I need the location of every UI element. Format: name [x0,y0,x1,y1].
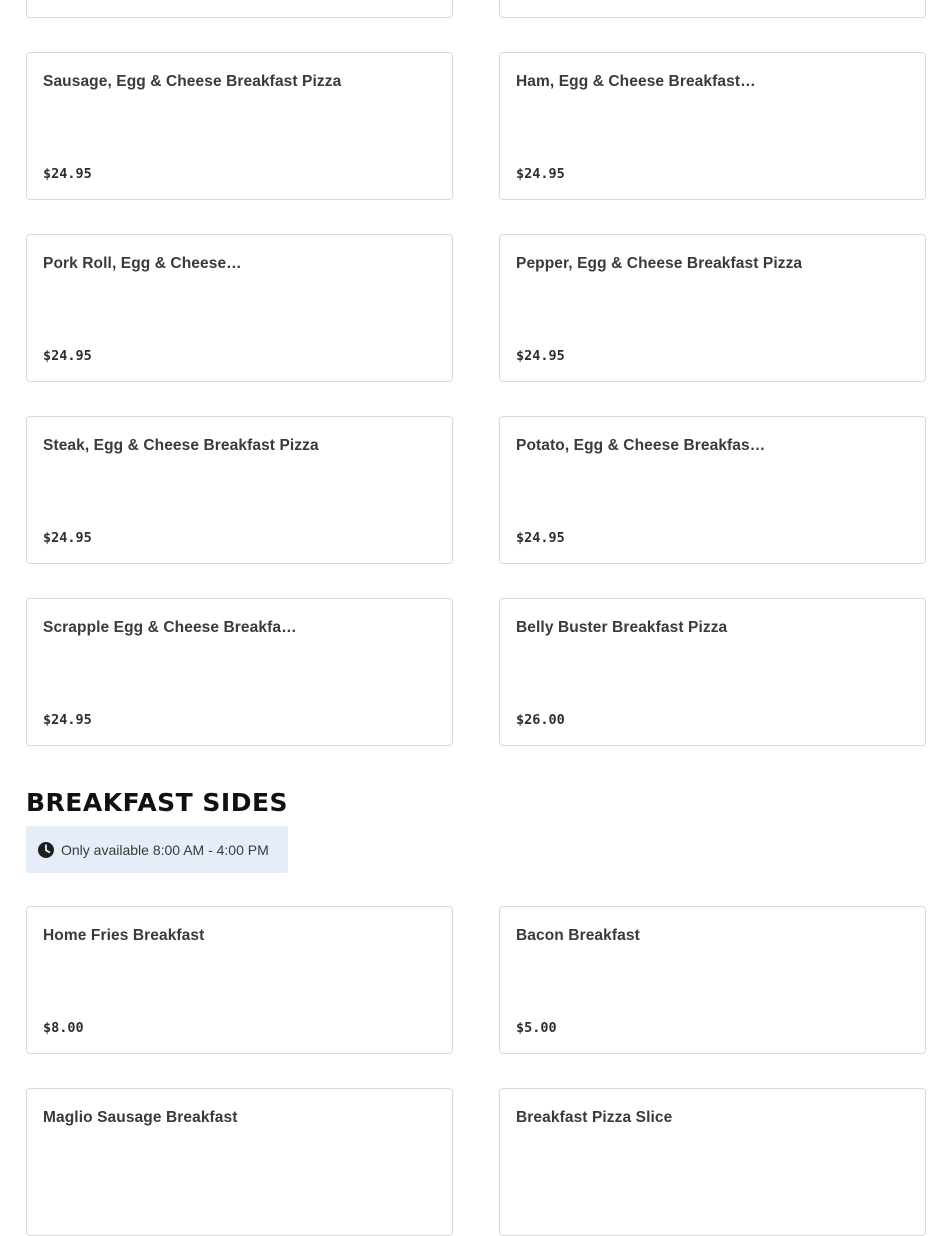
menu-item-name: Scrapple Egg & Cheese Breakfa… [43,619,297,636]
menu-item-card[interactable] [26,906,453,1054]
menu-item-price: $24.95 [516,348,565,364]
menu-item-name: Ham, Egg & Cheese Breakfast… [516,73,756,90]
menu-item-card[interactable] [26,1088,453,1236]
menu-item-name: Bacon Breakfast [516,927,640,944]
menu-item-name: Sausage, Egg & Cheese Breakfast Pizza [43,73,342,90]
menu-item-name: Home Fries Breakfast [43,927,205,944]
menu-item-card[interactable] [499,906,926,1054]
menu-item-card[interactable] [499,234,926,382]
menu-item-name: Pork Roll, Egg & Cheese… [43,255,242,272]
menu-item-price: $8.00 [43,1020,84,1036]
menu-item-name: Belly Buster Breakfast Pizza [516,619,728,636]
menu-item-price: $5.00 [516,1020,557,1036]
menu-item-card[interactable] [499,598,926,746]
menu-item-name: Breakfast Pizza Slice [516,1109,673,1126]
menu-item-name: Potato, Egg & Cheese Breakfas… [516,437,766,454]
menu-item-price: $24.95 [43,530,92,546]
menu-item-price: $24.95 [516,530,565,546]
menu-item-card[interactable] [499,416,926,564]
menu-item-name: Pepper, Egg & Cheese Breakfast Pizza [516,255,803,272]
availability-banner [26,826,288,873]
menu-item-card[interactable] [499,0,926,18]
menu-item-price: $24.95 [43,166,92,182]
menu-item-card[interactable] [499,1088,926,1236]
menu-item-price: $26.00 [516,712,565,728]
menu-item-card[interactable] [26,416,453,564]
clock-icon [37,841,55,859]
menu-item-card[interactable] [26,234,453,382]
menu-item-name: Maglio Sausage Breakfast [43,1109,238,1126]
menu-item-price: $24.95 [43,348,92,364]
menu-item-price: $24.95 [43,712,92,728]
menu-item-name: Steak, Egg & Cheese Breakfast Pizza [43,437,319,454]
availability-text: Only available 8:00 AM - 4:00 PM [61,841,269,858]
menu-item-price: $24.95 [516,166,565,182]
section-title: BREAKFAST SIDES [26,788,289,817]
menu-item-card[interactable] [26,52,453,200]
menu-item-card[interactable] [26,0,453,18]
menu-item-card[interactable] [26,598,453,746]
menu-item-card[interactable] [499,52,926,200]
